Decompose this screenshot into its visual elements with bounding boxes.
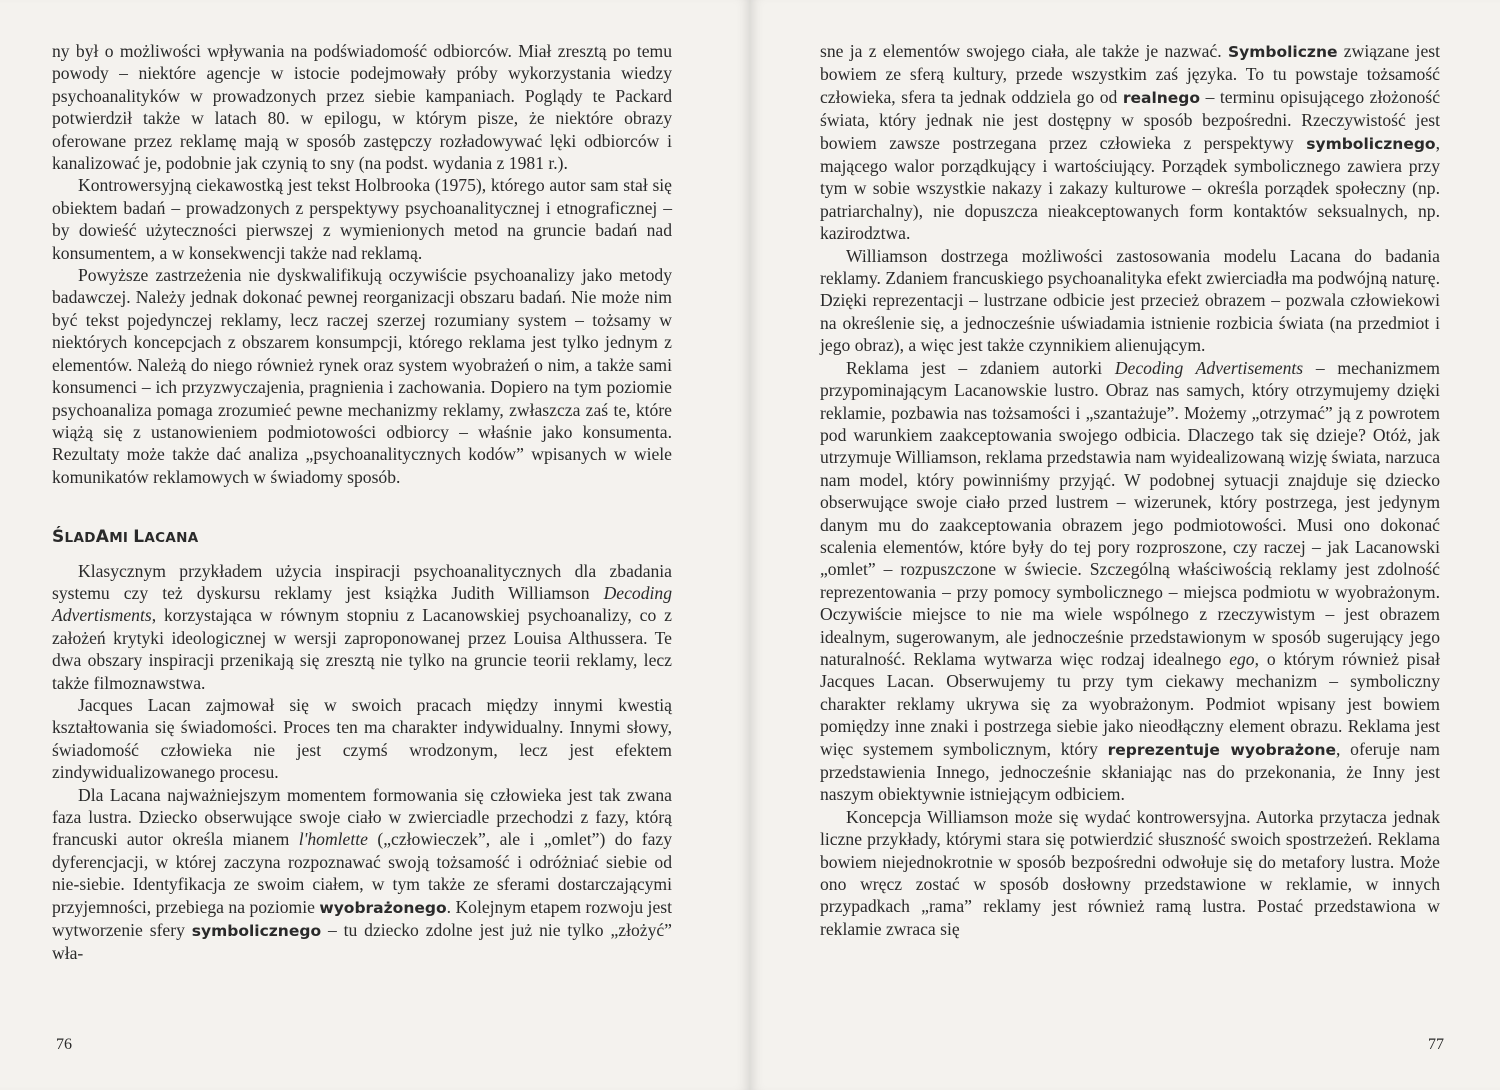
section-heading: [52, 526, 672, 549]
right-page-text: [820, 40, 1440, 940]
text-run: – mechanizmem przypominającym Lacanowskie lustro. Obraz nas samych, który otrzymujemy dzięki reklamie, pozbawia nas tożsamości i „szantażuje”. Możemy „otrzymać” ją z powrotem pod warunkiem zaakceptowania swojego odbicia. Dlaczego tak się dzieje? Otóż, jak utrzymuje Williamson, reklama przedstawia nam wyidealizowaną wizję świata, narzuca nam model, który powinniśmy przyjąć. W podobnej sytuacji znajduje się dziecko obserwujące swoje ciało przed lustrem – wizerunek, który postrzega, jest jedynym danym mu do zaakceptowania obrazem jego podmiotowości. Musi ono dokonać scalenia elementów, które były do tej pory rozproszone, czy raczej – jak Lacanowski „omlet” – rozpuszczone w świecie. Szczególną właściwością reklamy jest zdolność reprezentowania – przy pomocy symbolicznego – miejsca podmiotu w wyobrażonym. Oczywiście miejsce to nie ma wiele wspólnego z rzeczywistym – jest obrazem idealnym, sugerowanym, ale jednocześnie przedstawionym w sposób sugerujący jego naturalność. Reklama wytwarza więc rodzaj idealnego: [820, 357, 1440, 669]
paragraph: [52, 784, 672, 965]
paragraph: Koncepcja Williamson może się wydać kontrowersyjna. Autorka przytacza jednak liczne przykłady, którymi stara się potwierdzić słuszność swoich spostrzeżeń. Reklama bowiem niejednokrotnie w sposób bezpośredni odwołuje się do metafory lustra. Może ono wręcz zostać w sposób dosłowny przedstawione w reklamie, w innych przypadkach „rama” reklamy jest również ramą lustra. Postać przedstawiona w reklamie zwraca się: [820, 806, 1440, 939]
text-run: Klasycznym przykładem użycia inspiracji psychoanalitycznych dla zbadania systemu czy też dyskursu reklamy jest książka Judith Williamson: [52, 560, 672, 603]
text-run: sne ja z elementów swojego ciała, ale także je nazwać.: [820, 41, 1228, 61]
left-page-text: [52, 40, 672, 965]
text-run: . Kolejnym etapem rozwoju jest wytworzenie sfery: [52, 896, 672, 941]
text-run: – terminu opisującego złożoność świata, który jednak nie jest dostępny w sposób bezpośredni. Rzeczywistość jest bowiem zawsze postrzegana przez człowieka z perspektywy: [820, 86, 1440, 153]
text-run: Dla Lacana najważniejszym momentem formowania się człowieka jest tak zwana faza lustra. Dziecko obserwujące swoje ciało w zwierciadle przechodzi z fazy, którą francuski autor określa mianem: [52, 784, 672, 850]
paragraph: Williamson dostrzega możliwości zastosowania modelu Lacana do badania reklamy. Zdaniem francuskiego psychoanalityka efekt zwierciadła ma podwójną naturę. Dzięki reprezentacji – lustrzane odbicie jest przecież obrazem – pozwala człowiekowi na określenie się, a jednocześnie uświadamia istnienie rozbicia świata (na przedmiot i jego obraz), a więc jest także czynnikiem alienującym.: [820, 245, 1440, 356]
term-bold: symbolicznego: [191, 922, 322, 941]
heading-smallcaps: ACANA: [144, 530, 199, 547]
text-run: , korzystająca w równym stopniu z Lacanowskiej psychoanalizy, co z założeń krytyki ideologicznej w wersji zaproponowanej przez Louisa Althussera. Te dwa obszary inspiracji przenikają się zresztą nie tylko na gruncie teorii reklamy, lecz także filmoznawstwa.: [52, 605, 672, 693]
page-number: 76: [56, 1036, 72, 1053]
term-bold: reprezentuje wyobrażone: [1107, 740, 1337, 759]
heading-smallcaps: LAD: [64, 530, 96, 547]
paragraph: Kontrowersyjną ciekawostką jest tekst Holbrooka (1975), którego autor sam stał się obiektem badań – prowadzonych z perspektywy psychoanalitycznej i etnograficznej – by dowieść użyteczności pierwszej z wymienionych metod na gruncie badań nad konsumentem, a w konsekwencji także nad reklamą.: [52, 175, 672, 263]
heading-smallcaps: MI: [109, 530, 134, 547]
text-run: związane jest bowiem ze sferą kultury, przede wszystkim zaś języka. To tu powstaje tożsamość człowieka, sfera ta jednak oddziela go od: [820, 41, 1440, 107]
term-bold: Symboliczne: [1227, 43, 1338, 61]
book-title-italic: Decoding Advertisements: [1114, 357, 1304, 378]
text-run: , o którym również pisał Jacques Lacan. Obserwujemy tu przy tym ciekawy mechanizm – symboliczny charakter reklamy ukrywa się za wyobrażonym. Podmiot wpisany jest bowiem pomiędzy inne znaki i postrzega siebie jako nieodłączny element obrazu. Reklama jest więc systemem symbolicznym, który: [820, 648, 1440, 759]
term-bold: realnego: [1122, 88, 1201, 107]
heading-letter: A: [95, 527, 110, 548]
heading-letter: Ś: [52, 527, 65, 548]
term-bold: wyobrażonego: [319, 898, 447, 917]
page-number: 77: [1428, 1036, 1444, 1053]
text-run: , mającego walor porządkujący i wartościujący. Porządek symbolicznego zawiera przy tym w sobie wszystkie nakazy i zakazy kulturowe – określa porządek społeczny (np. patriarchalny), nie dopuszcza nieakceptowanych form kontaktów seksualnych, np. kazirodztwa.: [820, 132, 1440, 244]
paragraph: Powyższe zastrzeżenia nie dyskwalifikują oczywiście psychoanalizy jako metody badawczej. Należy jednak dokonać pewnej reorganizacji obszaru badań. Nie może nim być tekst pojedynczej reklamy, lecz raczej szerzej rozumiany system – tożsamy w niektórych koncepcjach z obszarem konsumpcji, którego reklama jest tylko jednym z elementów. Należą do niego również rynek oraz system wyobrażeń o nim, a także sami konsumenci – ich przyzwyczajenia, pragnienia i zachowania. Dopiero na tym poziomie psychoanaliza pomaga zrozumieć pewne mechanizmy reklamy, zwłaszcza zaś te, które wiążą się z ustanowieniem podmiotowości odbiorcy – właśnie jako konsumenta. Rezultaty może także dać analiza „psychoanalitycznych kodów” wpisanych w wiele komunikatów reklamowych w świadomy sposób.: [52, 265, 672, 487]
paragraph: ny był o możliwości wpływania na podświadomość odbiorców. Miał zresztą po temu powody – niektóre agencje w istocie podejmowały próby wykorzystania wiedzy psychoanalityków w prowadzonych przez siebie kampaniach. Poglądy te Packard potwierdził także w latach 80. w epilogu, w którym pisze, że niektóre obrazy oferowane przez reklamę mają w sposób zastępczy rozładowywać lęki odbiorców i kanalizować je, podobnie jak czynią to sny (na podst. wydania z 1981 r.).: [52, 41, 672, 174]
text-run: („człowieczek”, ale i „omlet”) do fazy dyferencjacji, w której zaczyna rozpoznawać swoją tożsamość i odróżniać siebie od nie-siebie. Identyfikacja ze swoim ciałem, w tym także ze sferami dostarczającymi przyjemności, przebiega na poziomie: [52, 829, 672, 917]
paragraph: [820, 40, 1440, 245]
paragraph: [820, 357, 1440, 806]
text-run: , oferuje nam przedstawienia Innego, jednocześnie skłaniając nas do przekonania, że Inny jest naszym obiektywnie istniejącym odbiciem.: [820, 738, 1440, 805]
text-run: – tu dziecko zdolne jest już nie tylko „złożyć” wła-: [52, 920, 672, 964]
term-italic: ego: [1229, 648, 1255, 669]
term-bold: symbolicznego: [1306, 134, 1436, 153]
heading-letter: L: [133, 527, 145, 548]
book-title-italic: Decoding Advertisments: [52, 582, 672, 626]
paragraph: [52, 560, 672, 694]
text-run: Reklama jest – zdaniem autorki: [846, 357, 1115, 378]
paragraph: Jacques Lacan zajmował się w swoich pracach między innymi kwestią kształtowania się świadomości. Proces ten ma charakter indywidualny. Innymi słowy, świadomość człowieka nie jest czymś wrodzonym, lecz jest efektem zindywidualizowanego procesu.: [52, 694, 672, 783]
term-italic: l'homlette: [298, 829, 368, 850]
right-page: [750, 0, 1500, 1090]
